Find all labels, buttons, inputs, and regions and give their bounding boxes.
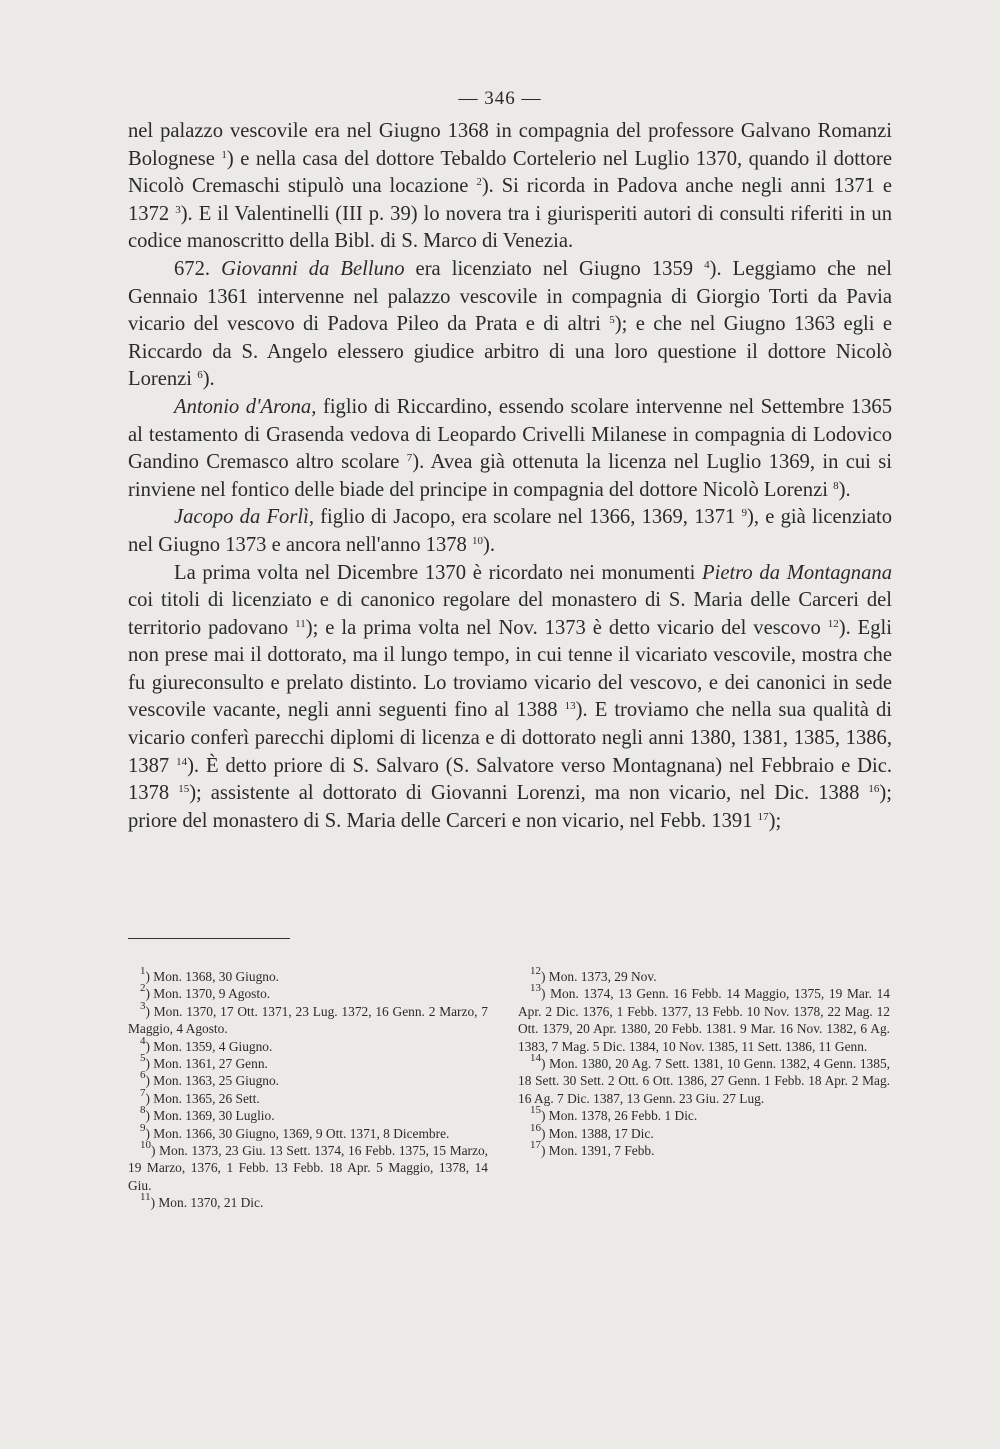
footnote: $^3$) Mon. 1370, 17 Ott. 1371, 23 Lug. 1372, 16 Genn. 2 Marzo, 7 Maggio, 4 Agosto. [128,999,488,1037]
footnote: $^4$) Mon. 1359, 4 Giugno. [140,1034,273,1054]
paragraph-672: 672. Giovanni da Belluno era licenziato nel Giugno 1359 $^4$). Leggiamo che nel Gennaio 1361 intervenne nel palazzo vescovile in compagnia di Giorgio Torti da Pavia vicario del vescovo di Padova Pileo da Prata e di altri $^5$); e che nel Giugno 1363 egli e Riccardo da S. Angelo elessero giudice arbitro di una loro questione il dottore Nicolò Lorenzi $^6$). [128,257,893,391]
footnote-ref: 7 [406,452,413,465]
footnote: $^5$) Mon. 1361, 27 Genn. [140,1052,268,1072]
footnote: $^{12}$) Mon. 1373, 29 Nov. [530,965,657,984]
footnote-ref: 9 [741,507,748,520]
footnote: $^9$) Mon. 1366, 30 Giugno, 1369, 9 Ott. 1371, 8 Dicembre. [140,1121,450,1141]
footnote-ref: 15 [178,783,190,796]
page-number: — 346 — [458,88,542,109]
footnote-ref: 4 [704,258,710,271]
footnote: $^{10}$) Mon. 1373, 23 Giu. 13 Sett. 1374, 16 Febb. 1375, 15 Marzo, 19 Marzo, 1376, 1 Febb. 13 Febb. 18 Apr. 5 Maggio, 1378, 14 Giu. [128,1139,488,1193]
footnote: $^{15}$) Mon. 1378, 26 Febb. 1 Dic. [530,1104,698,1124]
body-text [128,118,892,835]
paragraph-pietro: La prima volta nel Dicembre 1370 è ricordato nei monumenti Pietro da Montagnana coi titoli di licenziato e di canonico regolare del monastero di S. Maria delle Carceri del territorio padovano $^{11}$); e la prima volta nel Nov. 1373 è detto vicario del vescovo $^{12}$). Egli non prese mai il dottorato, ma il lungo tempo, in cui tenne il vicariato vescovile, mostra che fu giureconsulto e prelato distinto. Lo troviamo vicario del vescovo, e dei canonici in sede vescovile vacante, negli anni seguenti fino al 1388 $^{13}$). E troviamo che nella sua qualità di vicario conferì parecchi diplomi di licenza e di dottorato negli anni 1380, 1381, 1385, 1386, 1387 $^{14}$). È detto priore di S. Salvaro (S. Salvatore verso Montagnana) nel Febbraio e Dic. 1378 $^{15}$); assistente al dottorato di Giovanni Lorenzi, ma non vicario, nel Dic. 1388 $^{16}$); priore del monastero di S. Maria delle Carceri e non vicario, nel Febb. 1391 $^{17}$); [128,561,892,832]
footnote: $^2$) Mon. 1370, 9 Agosto. [140,982,271,1002]
entry-number: 672. [174,257,222,280]
footnote-ref: 14 [176,755,188,768]
footnote-ref: 16 [868,783,880,796]
person-name: Antonio d'Arona, [174,395,317,418]
footnote-ref: 3 [175,203,181,216]
footnote: $^{11}$) Mon. 1370, 21 Dic. [140,1191,264,1211]
paragraph-continuation: nel palazzo vescovile era nel Giugno 1368 in compagnia del professore Galvano Romanzi Bolognese $^1$) e nella casa del dottore Tebaldo Cortelerio nel Luglio 1370, quando il dottore Nicolò Cremaschi stipulò una locazione $^2$). Si ricorda in Padova anche negli anni 1371 e 1372 $^3$). E il Valentinelli (III p. 39) lo novera tra i giurisperiti autori di consulti riferiti in un codice manoscritto della Bibl. di S. Marco di Venezia. [128,120,893,253]
paragraph-antonio: Antonio d'Arona, figlio di Riccardino, essendo scolare intervenne nel Settembre 1365 al testamento di Grasenda vedova di Leopardo Crivelli Milanese in compagnia di Lodovico Gandino Cremasco altro scolare $^7$). Avea già ottenuta la licenza nel Luglio 1369, in cui si rinviene nel fontico delle biade del principe in compagnia del dottore Nicolò Lorenzi $^8$). [128,395,892,501]
footnote: $^1$) Mon. 1368, 30 Giugno. [140,965,280,984]
footnote-ref: 10 [472,534,483,547]
person-name: Jacopo da Forlì, [174,506,314,529]
footnote-divider [128,938,290,939]
footnotes-right-column [518,965,890,1159]
footnotes-left-column [128,965,488,1212]
footnote-ref: 8 [833,479,839,492]
footnote-ref: 11 [295,617,306,630]
person-name: Giovanni da Belluno [221,257,405,280]
footnote: $^{16}$) Mon. 1388, 17 Dic. [530,1121,654,1141]
footnote: $^{17}$) Mon. 1391, 7 Febb. [530,1139,655,1159]
footnote: $^{13}$) Mon. 1374, 13 Genn. 16 Febb. 14 Maggio, 1375, 19 Mar. 14 Apr. 2 Dic. 1376, 1 Febb. 1377, 13 Febb. 10 Nov. 1378, 22 Mag. 12 Ott. 1379, 20 Apr. 1380, 20 Febb. 1381. 9 Mar. 16 Nov. 1382, 6 Ag. 1383, 7 Mag. 5 Dic. 1384, 10 Nov. 1385, 11 Sett. 1386, 11 Genn. [518,982,890,1054]
paragraph-jacopo: Jacopo da Forlì, figlio di Jacopo, era scolare nel 1366, 1369, 1371 $^9$), e già licenziato nel Giugno 1373 e ancora nell'anno 1378 $^{10}$). [128,506,892,556]
footnote-ref: 6 [197,369,203,382]
person-name: Pietro da Montagnana [702,561,892,584]
footnote: $^{14}$) Mon. 1380, 20 Ag. 7 Sett. 1381, 10 Genn. 1382, 4 Genn. 1385, 18 Sett. 30 Sett. 2 Ott. 6 Ott. 1386, 27 Genn. 1 Febb. 18 Apr. 2 Mag. 16 Ag. 7 Dic. 1387, 13 Genn. 23 Giu. 27 Lug. [518,1052,890,1106]
footnote-ref: 12 [827,617,839,630]
footnote-ref: 13 [564,700,576,713]
footnote-ref: 5 [609,314,615,327]
footnote: $^8$) Mon. 1369, 30 Luglio. [140,1104,275,1124]
footnote: $^7$) Mon. 1365, 26 Sett. [140,1086,260,1106]
footnote: $^6$) Mon. 1363, 25 Giugno. [140,1069,280,1089]
footnote-ref: 1 [221,148,227,161]
footnote-ref: 2 [476,176,482,189]
footnote-ref: 17 [757,810,769,823]
